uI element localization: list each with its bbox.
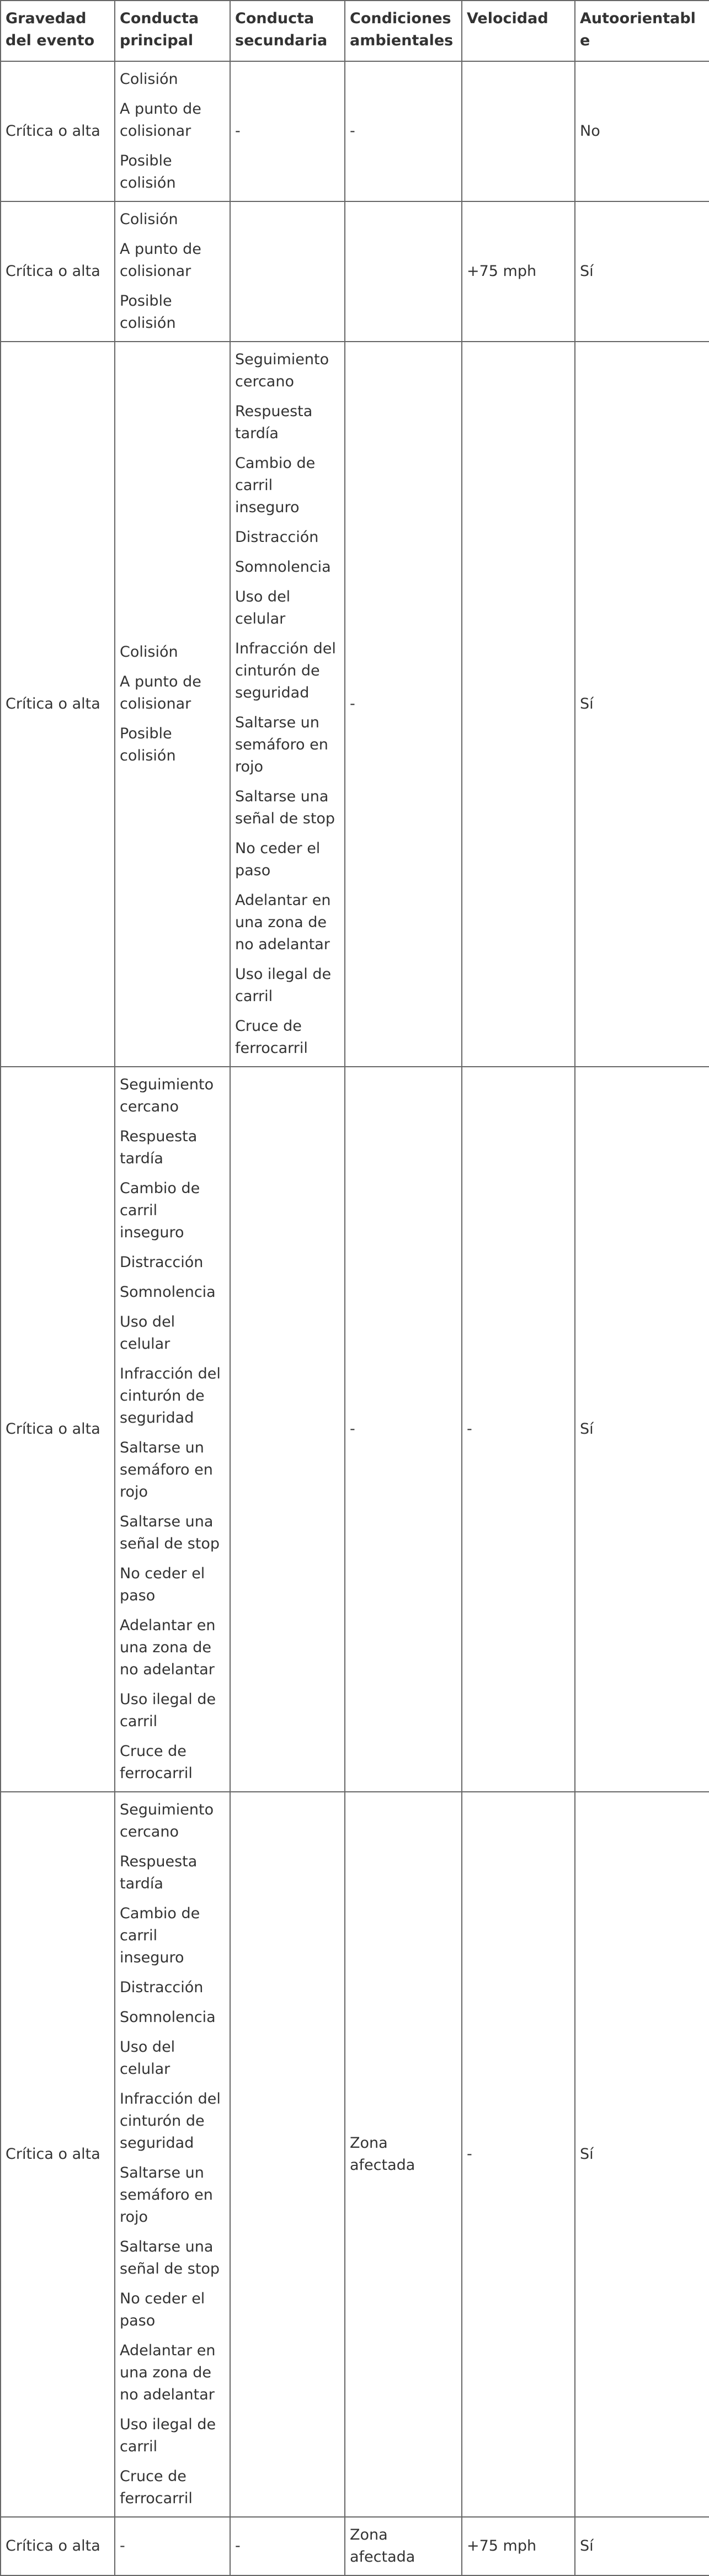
cell-gravedad bbox=[1, 201, 115, 342]
list-item: Saltarse una señal de stop bbox=[120, 1513, 220, 1552]
list-item: Cruce de ferrocarril bbox=[120, 2468, 193, 2507]
list-item: Infracción del cinturón de seguridad bbox=[235, 640, 336, 701]
list-item: No ceder el paso bbox=[120, 1565, 205, 1604]
cell-text: Crítica o alta bbox=[6, 2537, 100, 2554]
header-condiciones-ambientales: Condiciones ambientales bbox=[345, 1, 462, 61]
cell-autoorientable bbox=[575, 201, 709, 342]
cell-text: - bbox=[350, 123, 355, 140]
cell-text: Crítica o alta bbox=[6, 2146, 100, 2163]
list-item: Uso ilegal de carril bbox=[235, 966, 332, 1005]
list-item: Colisión bbox=[120, 71, 178, 88]
cell-conducta-principal bbox=[115, 201, 230, 342]
list-item: Somnolencia bbox=[120, 1284, 216, 1301]
cell-condiciones-ambientales bbox=[345, 1067, 462, 1792]
list-item: Colisión bbox=[120, 643, 178, 661]
cell-text: No bbox=[580, 123, 600, 140]
header-conducta-secundaria: Conducta secundaria bbox=[230, 1, 345, 61]
behavior-list bbox=[120, 641, 225, 767]
cell-text: Zona afectada bbox=[350, 2135, 415, 2174]
behavior-list bbox=[120, 1074, 225, 1785]
behavior-list bbox=[235, 349, 340, 1060]
cell-gravedad bbox=[1, 61, 115, 201]
cell-text: - bbox=[350, 695, 355, 712]
list-item: Distracción bbox=[120, 1979, 204, 1996]
list-item: Infracción del cinturón de seguridad bbox=[120, 1365, 221, 1427]
cell-text: Crítica o alta bbox=[6, 123, 100, 140]
list-item: Respuesta tardía bbox=[120, 1128, 198, 1167]
cell-velocidad bbox=[462, 342, 575, 1067]
cell-conducta-secundaria bbox=[230, 2517, 345, 2575]
cell-gravedad bbox=[1, 2517, 115, 2575]
list-item: Saltarse una señal de stop bbox=[235, 788, 335, 827]
list-item: Distracción bbox=[235, 529, 319, 546]
table-row bbox=[1, 2517, 709, 2575]
list-item: Cruce de ferrocarril bbox=[120, 1743, 193, 1782]
behavior-list bbox=[120, 209, 225, 334]
list-item: Uso del celular bbox=[120, 2039, 175, 2078]
list-item: Seguimiento cercano bbox=[120, 1801, 214, 1840]
cell-text: +75 mph bbox=[467, 263, 537, 280]
cell-text: - bbox=[120, 2537, 125, 2554]
header-velocidad: Velocidad bbox=[462, 1, 575, 61]
cell-text: - bbox=[467, 1420, 472, 1438]
cell-velocidad bbox=[462, 1792, 575, 2517]
cell-condiciones-ambientales bbox=[345, 2517, 462, 2575]
cell-conducta-principal bbox=[115, 61, 230, 201]
cell-text: Sí bbox=[580, 2537, 594, 2554]
cell-text: - bbox=[235, 123, 241, 140]
cell-autoorientable bbox=[575, 1792, 709, 2517]
cell-conducta-principal bbox=[115, 342, 230, 1067]
list-item: Respuesta tardía bbox=[235, 403, 313, 442]
cell-text: - bbox=[467, 2146, 472, 2163]
list-item: Respuesta tardía bbox=[120, 1853, 198, 1892]
list-item: Uso del celular bbox=[235, 588, 291, 627]
cell-conducta-secundaria bbox=[230, 61, 345, 201]
cell-conducta-principal bbox=[115, 2517, 230, 2575]
cell-text: +75 mph bbox=[467, 2537, 537, 2554]
cell-conducta-principal bbox=[115, 1792, 230, 2517]
list-item: Seguimiento cercano bbox=[235, 351, 329, 390]
cell-text: Crítica o alta bbox=[6, 263, 100, 280]
list-item: Uso ilegal de carril bbox=[120, 1691, 216, 1730]
header-row bbox=[1, 1, 709, 61]
list-item: Somnolencia bbox=[120, 2009, 216, 2026]
list-item: Colisión bbox=[120, 211, 178, 228]
cell-velocidad bbox=[462, 201, 575, 342]
list-item: A punto de colisionar bbox=[120, 241, 201, 280]
list-item: Saltarse un semáforo en rojo bbox=[235, 714, 328, 775]
cell-autoorientable bbox=[575, 2517, 709, 2575]
list-item: Cruce de ferrocarril bbox=[235, 1018, 308, 1057]
table-row bbox=[1, 342, 709, 1067]
cell-text: Crítica o alta bbox=[6, 695, 100, 712]
cell-autoorientable bbox=[575, 1067, 709, 1792]
cell-autoorientable bbox=[575, 342, 709, 1067]
list-item: Cambio de carril inseguro bbox=[120, 1905, 200, 1966]
table-row bbox=[1, 61, 709, 201]
header-gravedad: Gravedad del evento bbox=[1, 1, 115, 61]
list-item: Adelantar en una zona de no adelantar bbox=[120, 1617, 216, 1678]
list-item: No ceder el paso bbox=[120, 2290, 205, 2329]
list-item: Seguimiento cercano bbox=[120, 1076, 214, 1115]
cell-velocidad bbox=[462, 61, 575, 201]
table-row bbox=[1, 1067, 709, 1792]
list-item: Distracción bbox=[120, 1254, 204, 1271]
cell-text: Crítica o alta bbox=[6, 1420, 100, 1438]
list-item: A punto de colisionar bbox=[120, 673, 201, 712]
behavior-list bbox=[120, 1799, 225, 2510]
cell-text: - bbox=[350, 1420, 355, 1438]
cell-conducta-secundaria bbox=[230, 1792, 345, 2517]
cell-conducta-secundaria bbox=[230, 201, 345, 342]
list-item: A punto de colisionar bbox=[120, 100, 201, 140]
list-item: Saltarse una señal de stop bbox=[120, 2238, 220, 2277]
list-item: Saltarse un semáforo en rojo bbox=[120, 2164, 213, 2226]
list-item: Saltarse un semáforo en rojo bbox=[120, 1439, 213, 1500]
list-item: No ceder el paso bbox=[235, 840, 321, 879]
cell-autoorientable bbox=[575, 61, 709, 201]
cell-condiciones-ambientales bbox=[345, 342, 462, 1067]
cell-text: Sí bbox=[580, 1420, 594, 1438]
cell-conducta-secundaria bbox=[230, 1067, 345, 1792]
cell-gravedad bbox=[1, 342, 115, 1067]
behavior-list bbox=[120, 68, 225, 194]
list-item: Adelantar en una zona de no adelantar bbox=[235, 892, 331, 953]
list-item: Posible colisión bbox=[120, 292, 176, 332]
list-item: Adelantar en una zona de no adelantar bbox=[120, 2342, 216, 2403]
cell-velocidad bbox=[462, 1067, 575, 1792]
list-item: Cambio de carril inseguro bbox=[235, 455, 316, 516]
list-item: Uso del celular bbox=[120, 1313, 175, 1353]
cell-condiciones-ambientales bbox=[345, 61, 462, 201]
cell-conducta-secundaria bbox=[230, 342, 345, 1067]
cell-condiciones-ambientales bbox=[345, 201, 462, 342]
cell-text: Zona afectada bbox=[350, 2526, 415, 2566]
table-row bbox=[1, 1792, 709, 2517]
list-item: Somnolencia bbox=[235, 558, 331, 576]
cell-condiciones-ambientales bbox=[345, 1792, 462, 2517]
list-item: Uso ilegal de carril bbox=[120, 2416, 216, 2455]
cell-text: - bbox=[235, 2537, 241, 2554]
list-item: Cambio de carril inseguro bbox=[120, 1180, 200, 1241]
list-item: Posible colisión bbox=[120, 725, 176, 764]
cell-text: Sí bbox=[580, 695, 594, 712]
table-row bbox=[1, 201, 709, 342]
cell-text: Sí bbox=[580, 263, 594, 280]
cell-text: Sí bbox=[580, 2146, 594, 2163]
header-conducta-principal: Conducta principal bbox=[115, 1, 230, 61]
list-item: Infracción del cinturón de seguridad bbox=[120, 2090, 221, 2152]
cell-gravedad bbox=[1, 1792, 115, 2517]
header-autoorientable: Autoorientable bbox=[575, 1, 709, 61]
cell-velocidad bbox=[462, 2517, 575, 2575]
cell-gravedad bbox=[1, 1067, 115, 1792]
cell-conducta-principal bbox=[115, 1067, 230, 1792]
list-item: Posible colisión bbox=[120, 152, 176, 191]
